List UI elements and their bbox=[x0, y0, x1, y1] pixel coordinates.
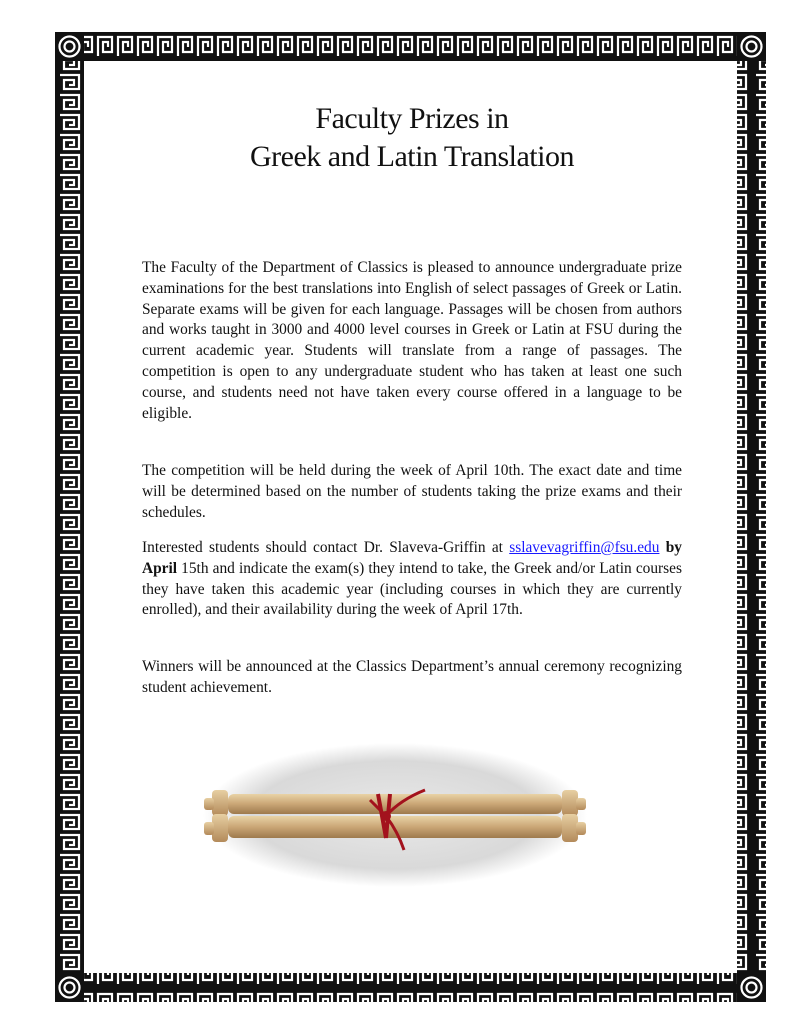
email-link[interactable]: sslavevagriffin@fsu.edu bbox=[509, 539, 660, 556]
title-line-2: Greek and Latin Translation bbox=[250, 140, 574, 173]
page-title bbox=[142, 100, 682, 176]
deadline-bold: by April bbox=[142, 539, 682, 577]
title-line-1: Faculty Prizes in bbox=[315, 102, 509, 135]
contact-text-before: Interested students should contact Dr. Slaveva-Griffin at bbox=[142, 539, 510, 556]
scrolls-illustration bbox=[200, 740, 590, 890]
flyer-content bbox=[142, 100, 682, 696]
intro-paragraph: The Faculty of the Department of Classics is pleased to announce undergraduate prize examinations for the best translations into English of select passages of Greek or Latin. Separate exams will be given for each language. Passages will be chosen from authors and works taught in 3000 and 4000 level courses in Greek or Latin at FSU during the current academic year. Students will translate from a range of passages. The competition is open to any undergraduate student who has taken at least one such course, and students need not have taken every course offered in a language to be eligible. bbox=[142, 259, 682, 422]
winners-paragraph: Winners will be announced at the Classics Department’s annual ceremony recognizing student achievement. bbox=[142, 658, 682, 696]
schedule-paragraph: The competition will be held during the week of April 10th. The exact date and time will be determined based on the number of students taking the prize exams and their schedules. bbox=[142, 462, 682, 521]
contact-paragraph bbox=[142, 538, 682, 621]
scrolls-image bbox=[200, 740, 590, 890]
contact-text-after: 15th and indicate the exam(s) they intend to take, the Greek and/or Latin courses they have taken this academic year (including courses in which they are currently enrolled), and their availability during the week of April 17th. bbox=[142, 559, 682, 619]
